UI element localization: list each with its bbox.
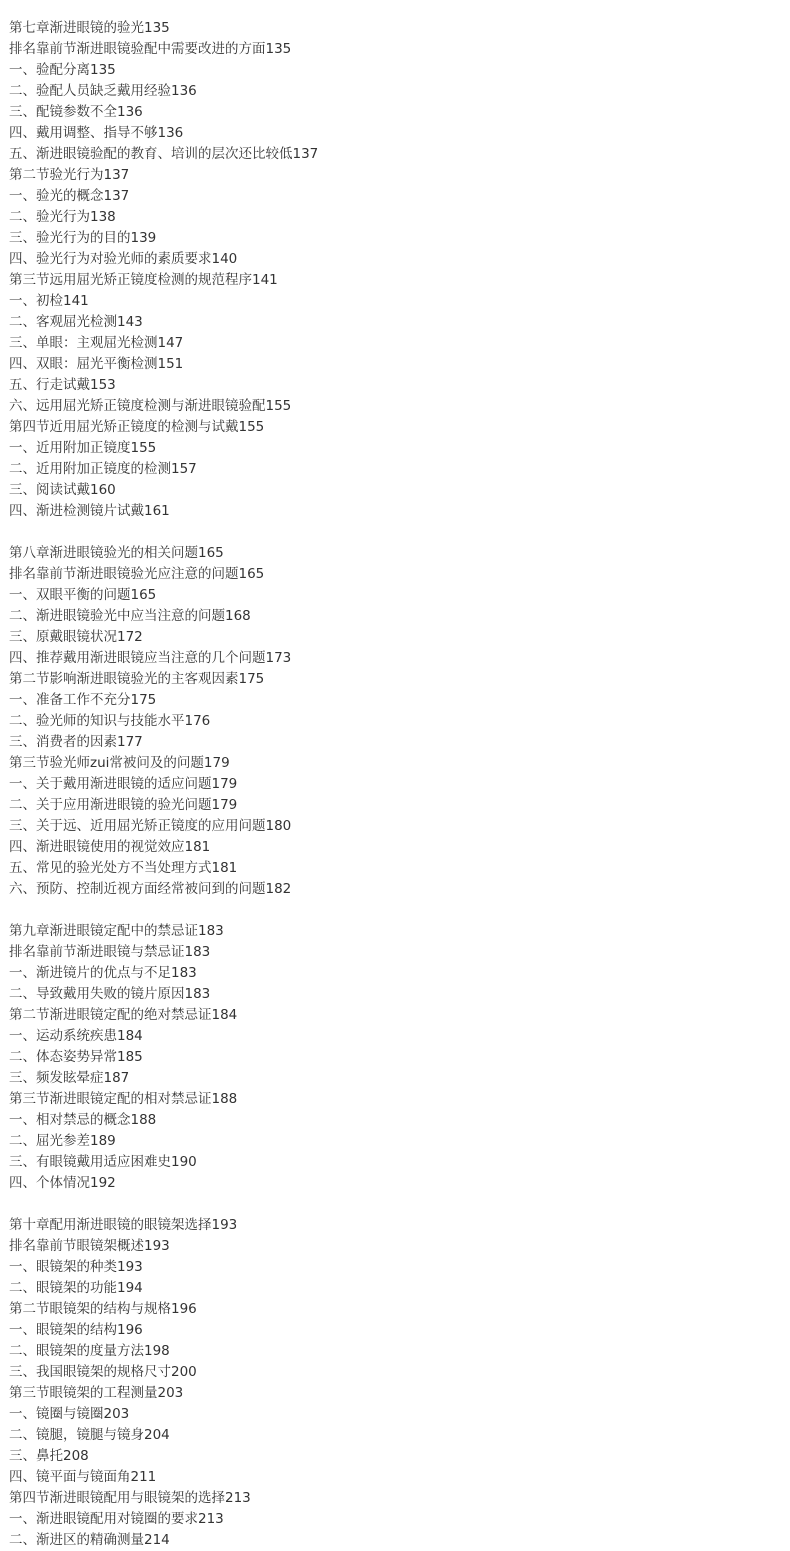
toc-line: 排名靠前节渐进眼镜与禁忌证183 [9,944,211,960]
toc-line: 一、验配分离135 [9,62,116,78]
toc-line: 三、单眼：主观屈光检测147 [9,335,184,351]
toc-line: 二、验光师的知识与技能水平176 [9,713,211,729]
toc-line: 一、渐进眼镜配用对镜圈的要求213 [9,1511,224,1527]
toc-line: 一、验光的概念137 [9,188,130,204]
toc-line: 五、行走试戴153 [9,377,116,393]
toc-line: 五、渐进眼镜验配的教育、培训的层次还比较低137 [9,146,319,162]
toc-line: 四、验光行为对验光师的素质要求140 [9,251,238,267]
toc-line: 五、常见的验光处方不当处理方式181 [9,860,238,876]
toc-line: 四、戴用调整、指导不够136 [9,125,184,141]
toc-line: 一、准备工作不充分175 [9,692,157,708]
toc-line: 四、推荐戴用渐进眼镜应当注意的几个问题173 [9,650,292,666]
toc-line: 一、眼镜架的种类193 [9,1259,143,1275]
toc-line: 四、个体情况192 [9,1175,116,1191]
toc-line: 第三节渐进眼镜定配的相对禁忌证188 [9,1091,238,1107]
section-spacer [9,1194,318,1215]
toc-line: 三、有眼镜戴用适应困难史190 [9,1154,197,1170]
toc-line: 四、双眼：屈光平衡检测151 [9,356,184,372]
toc-line: 第九章渐进眼镜定配中的禁忌证183 [9,923,224,939]
toc-line: 第二节渐进眼镜定配的绝对禁忌证184 [9,1007,238,1023]
toc-line: 第三节验光师zui常被问及的问题179 [9,755,230,771]
toc-line: 一、运动系统疾患184 [9,1028,143,1044]
toc-line: 二、关于应用渐进眼镜的验光问题179 [9,797,238,813]
toc-line: 二、渐进区的精确测量214 [9,1532,170,1548]
toc-line: 六、远用屈光矫正镜度检测与渐进眼镜验配155 [9,398,292,414]
toc-line: 第三节眼镜架的工程测量203 [9,1385,184,1401]
toc-line: 一、近用附加正镜度155 [9,440,157,456]
toc-line: 三、关于远、近用屈光矫正镜度的应用问题180 [9,818,292,834]
toc-line: 三、鼻托208 [9,1448,89,1464]
toc-line: 一、相对禁忌的概念188 [9,1112,157,1128]
toc-line: 第二节眼镜架的结构与规格196 [9,1301,197,1317]
toc-line: 第四节渐进眼镜配用与眼镜架的选择213 [9,1490,251,1506]
toc-line: 排名靠前节渐进眼镜验光应注意的问题165 [9,566,265,582]
toc-line: 二、屈光参差189 [9,1133,116,1149]
toc-line: 二、导致戴用失败的镜片原因183 [9,986,211,1002]
toc-line: 四、渐进眼镜使用的视觉效应181 [9,839,211,855]
toc-line: 排名靠前节眼镜架概述193 [9,1238,170,1254]
toc-line: 第七章渐进眼镜的验光135 [9,20,170,36]
toc-line: 第二节验光行为137 [9,167,130,183]
toc-line: 三、我国眼镜架的规格尺寸200 [9,1364,197,1380]
toc-line: 一、双眼平衡的问题165 [9,587,157,603]
toc-line: 二、眼镜架的功能194 [9,1280,143,1296]
toc-line: 第三节远用屈光矫正镜度检测的规范程序141 [9,272,278,288]
toc-line: 四、镜平面与镜面角211 [9,1469,157,1485]
toc-line: 二、眼镜架的度量方法198 [9,1343,170,1359]
toc-line: 三、阅读试戴160 [9,482,116,498]
toc-line: 三、验光行为的目的139 [9,230,157,246]
toc-line: 二、客观屈光检测143 [9,314,143,330]
section-spacer [9,900,318,921]
toc-line: 二、验光行为138 [9,209,116,225]
toc-line: 三、原戴眼镜状况172 [9,629,143,645]
toc-line: 一、初检141 [9,293,89,309]
toc-line: 三、消费者的因素177 [9,734,143,750]
toc-line: 二、体态姿势异常185 [9,1049,143,1065]
toc-line: 二、镜腿，镜腿与镜身204 [9,1427,170,1443]
toc-line: 第十章配用渐进眼镜的眼镜架选择193 [9,1217,238,1233]
toc-line: 三、频发眩晕症187 [9,1070,130,1086]
section-spacer [9,522,318,543]
toc-line: 一、镜圈与镜圈203 [9,1406,130,1422]
toc-line: 第四节近用屈光矫正镜度的检测与试戴155 [9,419,265,435]
toc-line: 第八章渐进眼镜验光的相关问题165 [9,545,224,561]
toc-line: 四、渐进检测镜片试戴161 [9,503,170,519]
table-of-contents [9,18,318,1551]
toc-line: 二、验配人员缺乏戴用经验136 [9,83,197,99]
toc-line: 一、关于戴用渐进眼镜的适应问题179 [9,776,238,792]
toc-line: 排名靠前节渐进眼镜验配中需要改进的方面135 [9,41,292,57]
toc-line: 一、眼镜架的结构196 [9,1322,143,1338]
toc-line: 一、渐进镜片的优点与不足183 [9,965,197,981]
toc-line: 二、近用附加正镜度的检测157 [9,461,197,477]
toc-line: 二、渐进眼镜验光中应当注意的问题168 [9,608,251,624]
toc-line: 第二节影响渐进眼镜验光的主客观因素175 [9,671,265,687]
toc-line: 六、预防、控制近视方面经常被问到的问题182 [9,881,292,897]
toc-line: 三、配镜参数不全136 [9,104,143,120]
